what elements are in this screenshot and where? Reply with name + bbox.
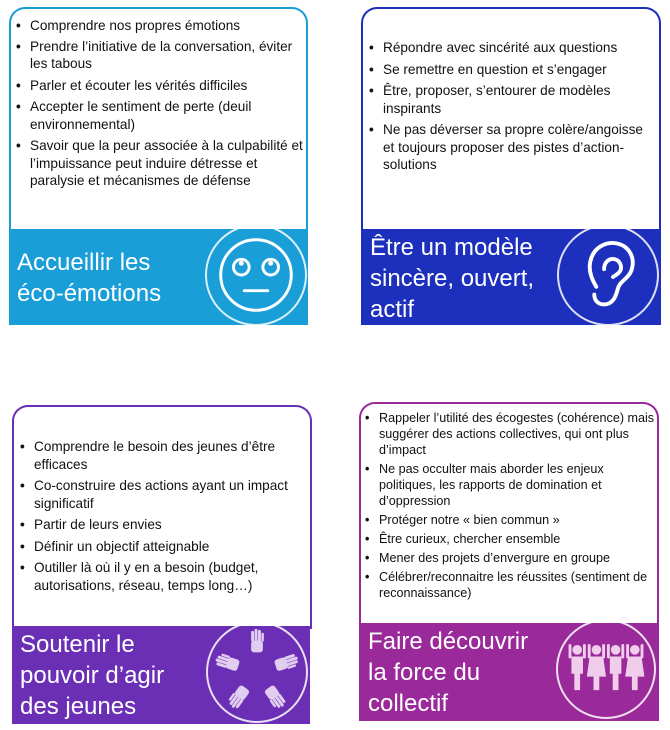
list-item: • Parler et écouter les vérités difficiles: [14, 77, 304, 95]
list-item: • Partir de leurs envies: [18, 516, 306, 534]
list-item: • Protéger notre « bien commun »: [363, 512, 655, 528]
list-item: • Prendre l’initiative de la conversation, éviter les tabous: [14, 38, 304, 73]
list-item: • Être curieux, chercher ensemble: [363, 531, 655, 547]
list-item: • Comprendre nos propres émotions: [14, 17, 304, 35]
list-item: • Définir un objectif atteignable: [18, 538, 306, 556]
card-title: Être un modèle sincère, ouvert, actif: [370, 234, 535, 323]
card-title: Accueillir les éco-émotions: [17, 249, 162, 307]
bullet-list: [363, 410, 655, 601]
card-title: Faire découvrir la force du collectif: [368, 628, 529, 717]
list-item: • Mener des projets d’envergure en groupe: [363, 550, 655, 566]
list-item: • Ne pas occulter mais aborder les enjeux politiques, les rapports de domination et d’oppression: [363, 461, 655, 509]
group-icon: [556, 619, 656, 719]
bullet-list: [367, 39, 657, 174]
list-item: • Être, proposer, s’entourer de modèles inspirants: [367, 82, 657, 117]
list-item: [18, 477, 306, 512]
face-icon: [205, 224, 307, 326]
list-item: • Comprendre le besoin des jeunes d’être efficaces: [18, 438, 306, 473]
list-item: • Outiller là où il y en a besoin (budget, autorisations, réseau, temps long…): [18, 559, 306, 594]
list-item: • Se remettre en question et s’engager: [367, 61, 657, 79]
bullet-list: [18, 438, 306, 594]
banner: [12, 626, 310, 724]
list-item-text: Co-construire des actions ayant un impact significatif: [34, 478, 288, 511]
ear-icon: [557, 224, 659, 326]
card-title: Soutenir le pouvoir d’agir des jeunes: [20, 631, 165, 720]
list-item: • Célébrer/reconnaitre les réussites (sentiment de reconnaissance): [363, 569, 655, 601]
bullet-list: [14, 17, 304, 190]
list-item: • Répondre avec sincérité aux questions: [367, 39, 657, 57]
hands-icon: [206, 621, 308, 723]
list-item: • Savoir que la peur associée à la culpabilité et l’impuissance peut induire détresse et paralysie et mécanismes de défense: [14, 137, 304, 190]
banner: [359, 623, 659, 721]
list-item: • Ne pas déverser sa propre colère/angoisse et toujours proposer des pistes d’action-solutions: [367, 121, 657, 174]
banner: [9, 229, 308, 325]
list-item: • Accepter le sentiment de perte (deuil environnemental): [14, 98, 304, 133]
banner: [361, 229, 661, 325]
list-item: • Rappeler l’utilité des écogestes (cohérence) mais suggérer des actions collectives, qui ont plus d’impact: [363, 410, 655, 458]
